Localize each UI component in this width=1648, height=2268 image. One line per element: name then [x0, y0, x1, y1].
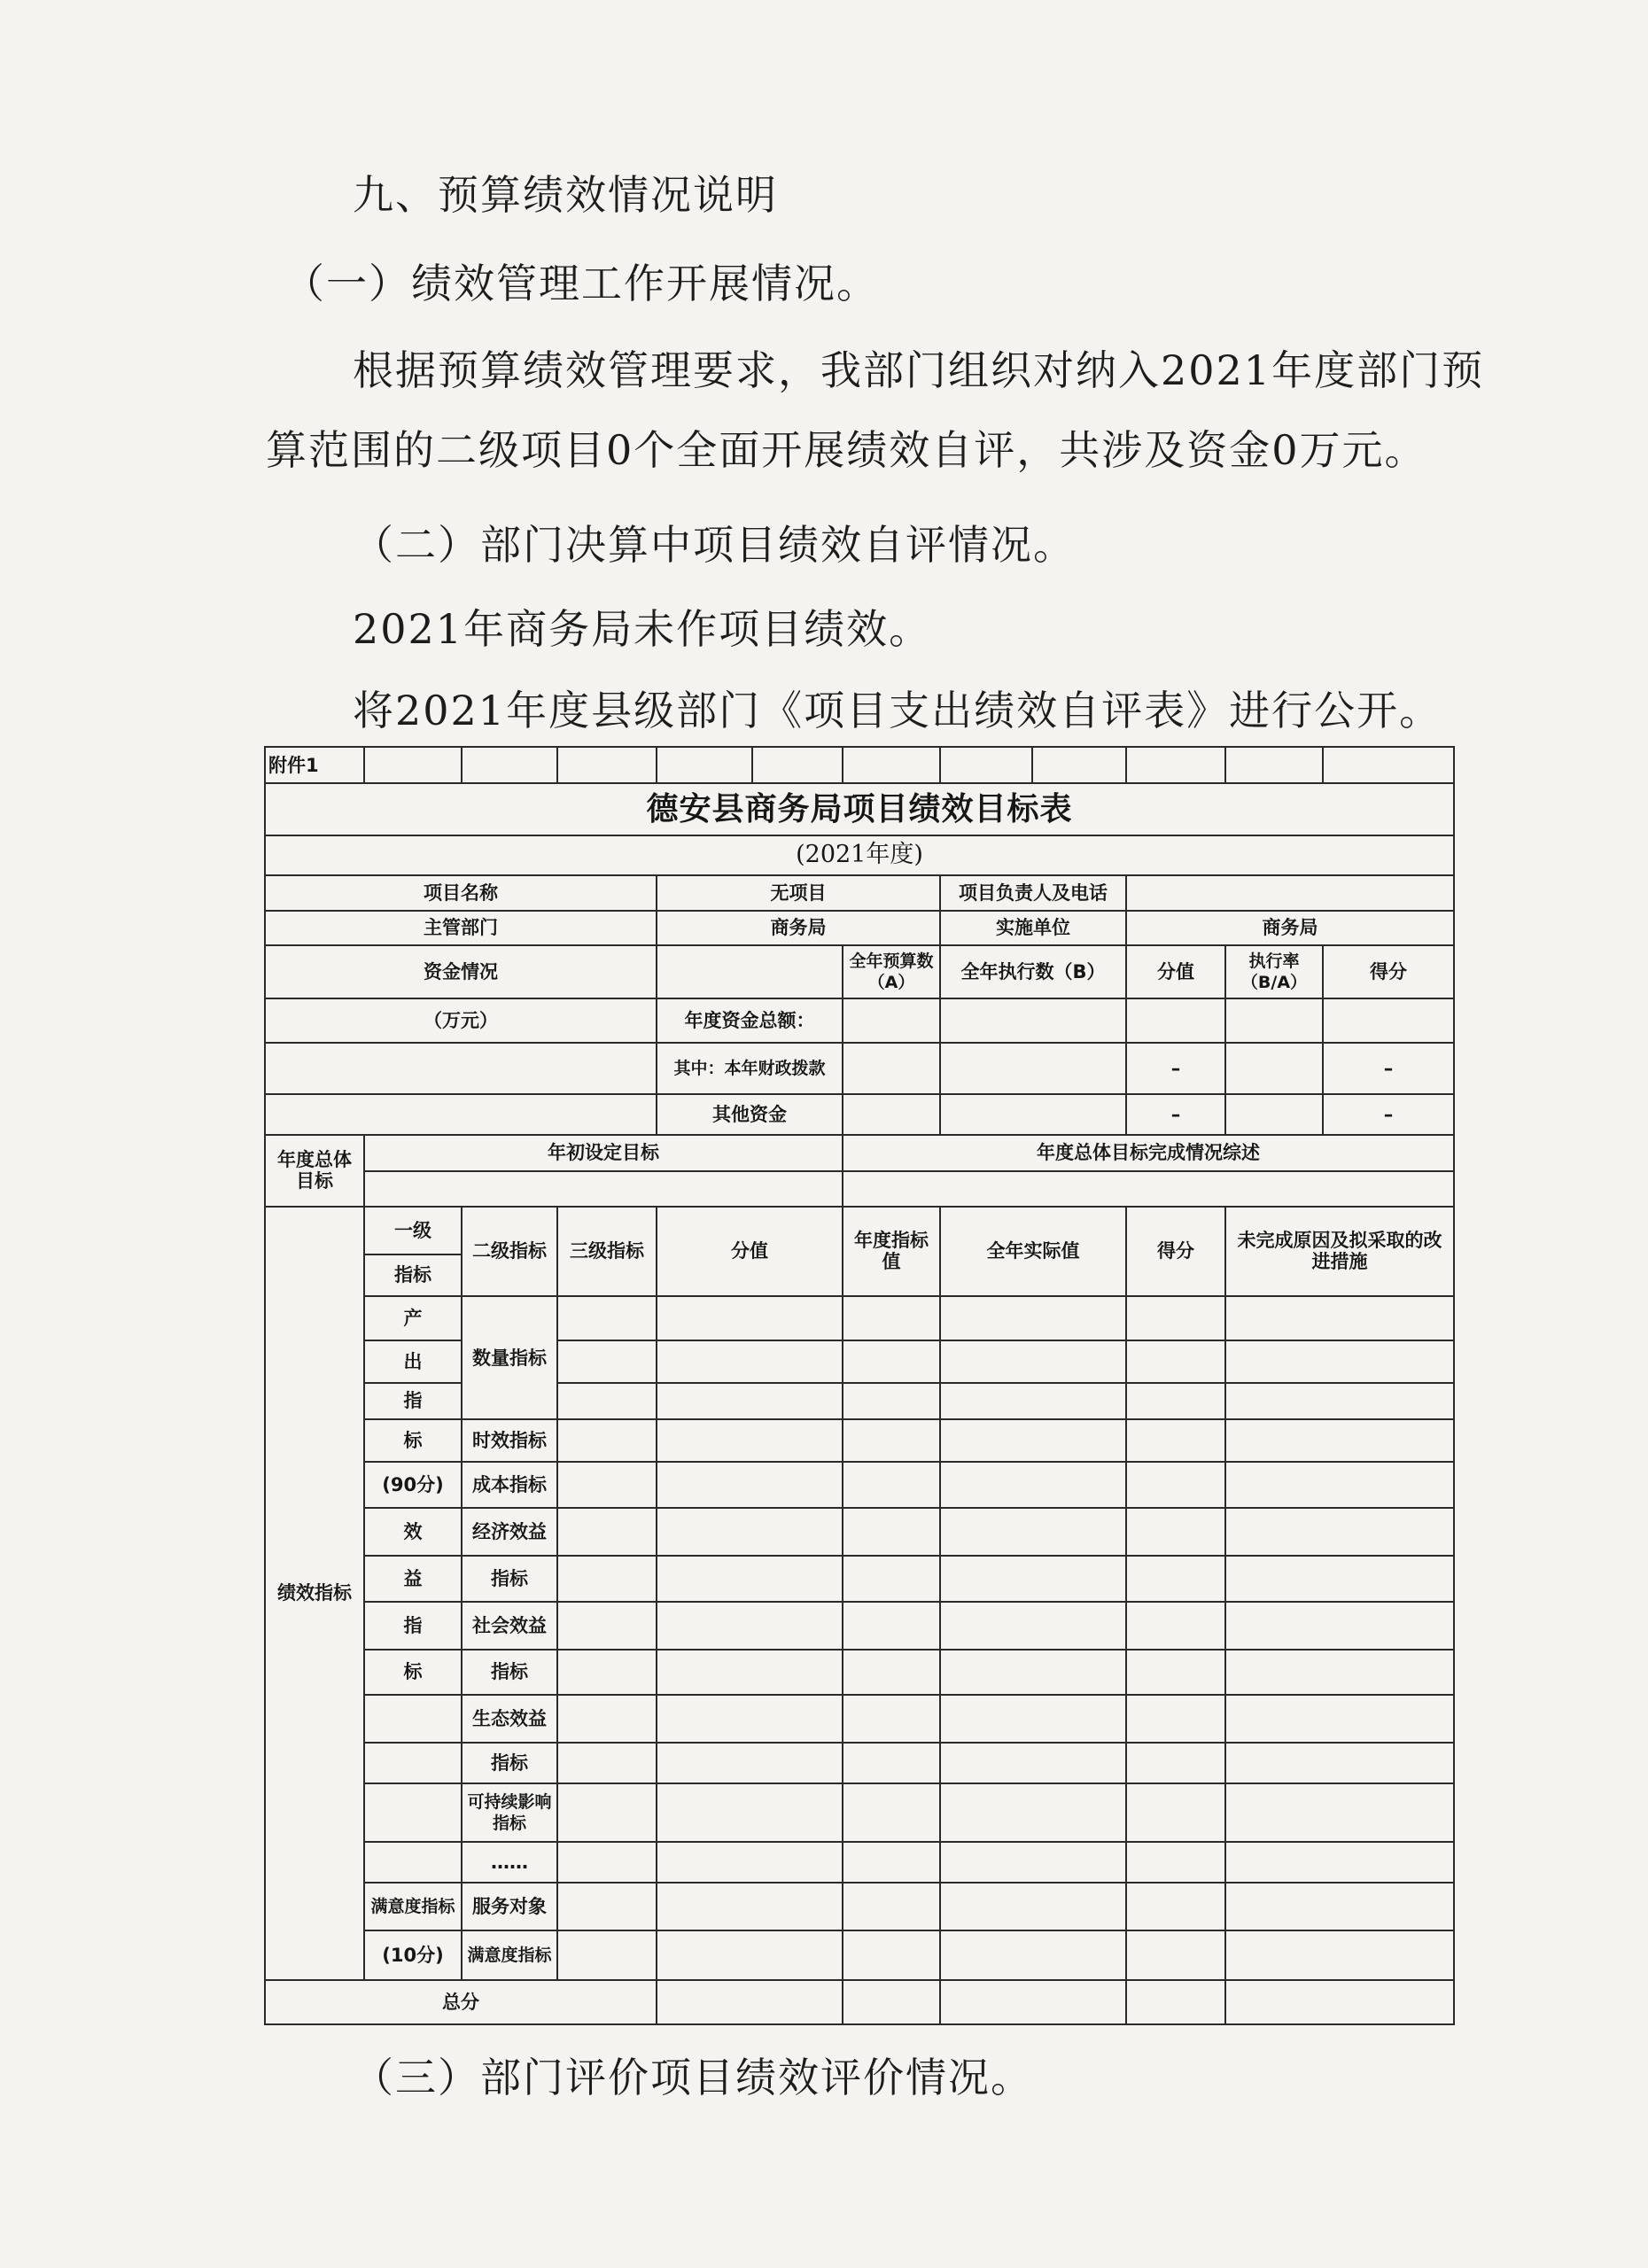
paragraph-1-line-1: 根据预算绩效管理要求，我部门组织对纳入2021年度部门预 [353, 346, 1485, 394]
ellipsis-indicator: …… [462, 1842, 557, 1883]
exec-rate-label: 执行率（B/A） [1225, 945, 1323, 998]
dash-3: – [1126, 1094, 1225, 1135]
funds-label: 资金情况 [265, 945, 657, 998]
goal-summary-label: 年度总体目标完成情况综述 [843, 1135, 1454, 1171]
reason-label: 未完成原因及拟采取的改进措施 [1225, 1207, 1454, 1297]
subheading-1: （一）绩效管理工作开展情况。 [284, 260, 879, 307]
section-heading: 九、预算绩效情况说明 [353, 171, 778, 219]
total-score-label: 总分 [265, 1980, 657, 2024]
actual-label: 全年实际值 [940, 1207, 1126, 1297]
score-col-label: 分值 [657, 1207, 843, 1297]
perf-indicator-label: 绩效指标 [265, 1207, 364, 1980]
initial-goal-label: 年初设定目标 [364, 1135, 843, 1171]
output-char-2: 出 [364, 1340, 462, 1383]
exec-label: 全年执行数（B） [940, 945, 1126, 998]
dept-value: 商务局 [657, 911, 940, 945]
score-value-label: 分值 [1126, 945, 1225, 998]
social-indicator-a: 社会效益 [462, 1602, 557, 1650]
project-name-value: 无项目 [657, 875, 940, 910]
annual-target-label: 年度指标值 [843, 1207, 940, 1297]
sustain-indicator: 可持续影响指标 [462, 1783, 557, 1842]
output-char-1: 产 [364, 1296, 462, 1340]
economic-indicator-a: 经济效益 [462, 1508, 557, 1556]
economic-indicator-b: 指标 [462, 1556, 557, 1602]
table-title: 德安县商务局项目绩效目标表 [265, 783, 1454, 835]
paragraph-1-line-2: 算范围的二级项目0个全面开展绩效自评，共涉及资金0万元。 [266, 426, 1427, 474]
effect-char-4: 标 [364, 1650, 462, 1696]
impl-unit-label: 实施单位 [940, 911, 1126, 945]
dept-label: 主管部门 [265, 911, 657, 945]
level3-label: 三级指标 [557, 1207, 657, 1297]
effect-char-2: 益 [364, 1556, 462, 1602]
satisfaction-indicator-2: 满意度指标 [462, 1930, 557, 1980]
output-points: (90分) [364, 1462, 462, 1508]
overall-goal-label: 年度总体目标 [265, 1135, 364, 1207]
other-funds-label: 其他资金 [657, 1094, 843, 1135]
manager-label: 项目负责人及电话 [940, 875, 1126, 910]
funds-unit: （万元） [265, 998, 657, 1043]
timeliness-indicator: 时效指标 [462, 1419, 557, 1462]
satisfaction-indicator: 满意度指标 [364, 1883, 462, 1930]
attachment-label: 附件1 [265, 747, 364, 783]
social-indicator-b: 指标 [462, 1650, 557, 1696]
table-year: (2021年度) [265, 835, 1454, 876]
dash-2: – [1323, 1043, 1454, 1094]
project-name-label: 项目名称 [265, 875, 657, 910]
level2-label: 二级指标 [462, 1207, 557, 1297]
subheading-3: （三）部门评价项目绩效评价情况。 [353, 2054, 1033, 2101]
subheading-2: （二）部门决算中项目绩效自评情况。 [353, 521, 1076, 569]
output-char-3: 指 [364, 1383, 462, 1419]
effect-char-1: 效 [364, 1508, 462, 1556]
dash-1: – [1126, 1043, 1225, 1094]
cost-indicator: 成本指标 [462, 1462, 557, 1508]
score-label: 得分 [1323, 945, 1454, 998]
service-target: 服务对象 [462, 1883, 557, 1930]
gain-label: 得分 [1126, 1207, 1225, 1297]
effect-char-3: 指 [364, 1602, 462, 1650]
paragraph-2: 2021年商务局未作项目绩效。 [353, 605, 932, 653]
level1-label-a: 一级 [364, 1207, 462, 1254]
performance-target-table [264, 746, 1453, 2025]
satisfaction-points: (10分) [364, 1930, 462, 1980]
dash-4: – [1323, 1094, 1454, 1135]
impl-unit-value: 商务局 [1126, 911, 1454, 945]
total-funds-label: 年度资金总额： [657, 998, 843, 1043]
eco-indicator-a: 生态效益 [462, 1695, 557, 1743]
fiscal-label: 其中：本年财政拨款 [657, 1043, 843, 1094]
eco-indicator-b: 指标 [462, 1743, 557, 1783]
level1-label-b: 指标 [364, 1254, 462, 1297]
budget-label: 全年预算数（A） [843, 945, 940, 998]
output-char-4: 标 [364, 1419, 462, 1462]
paragraph-3: 将2021年度县级部门《项目支出绩效自评表》进行公开。 [353, 687, 1442, 734]
quantity-indicator: 数量指标 [462, 1296, 557, 1419]
